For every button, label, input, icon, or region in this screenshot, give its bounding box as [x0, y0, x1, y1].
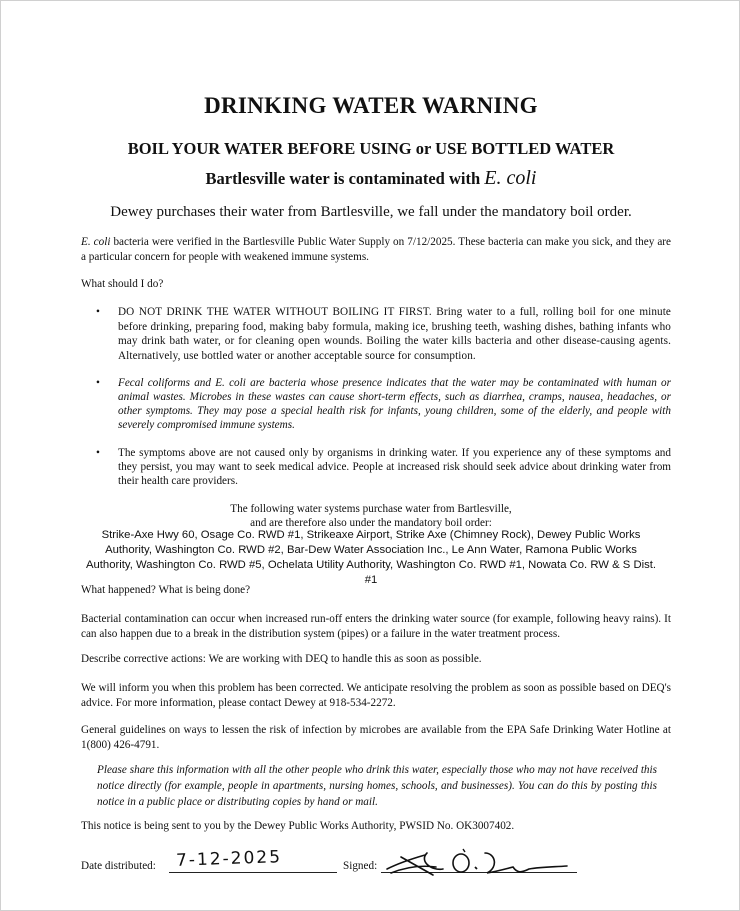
intro-paragraph: [81, 235, 671, 265]
notice-sender-line: This notice is being sent to you by the Dewey Public Works Authority, PWSID No. OK3007402.: [81, 820, 515, 832]
signed-label: Signed:: [343, 860, 378, 872]
what-should-heading: What should I do?: [81, 278, 164, 290]
date-underline: [169, 872, 337, 873]
guidelines-paragraph: General guidelines on ways to lessen the risk of infection by microbes are available from the EPA Safe Drinking Water Hotline at 1(800) 426-4791.: [81, 724, 671, 751]
contamination-organism: E. coli: [484, 167, 537, 189]
following-systems-line1: The following water systems purchase water from Bartlesville,: [230, 503, 512, 515]
page-title: DRINKING WATER WARNING: [204, 93, 538, 118]
share-paragraph: Please share this information with all the other people who drink this water, especially those who may not have received this notice directly (for example, people in apartments, nursing homes, schools, and businesses). You can do this by posting this notice in a public place or distributing copies by hand or mail.: [97, 764, 657, 808]
bullet-icon: •: [96, 447, 100, 459]
purchase-statement: Dewey purchases their water from Bartlesville, we fall under the mandatory boil order.: [110, 204, 632, 220]
bacterial-cause-paragraph: Bacterial contamination can occur when increased run-off enters the drinking water source (for example, following heavy rains). It can also happen due to a break in the distribution system (pipes) or a failure in the water treatment process.: [81, 613, 671, 640]
bullet-icon: •: [96, 377, 100, 389]
affected-systems-list: Strike-Axe Hwy 60, Osage Co. RWD #1, Strikeaxe Airport, Strike Axe (Chimney Rock), Dewey Public Works Authority, Washington Co. RWD #2, Bar-Dew Water Association Inc., Le Ann Water, Ramona Public Works Authority, Washington Co. RWD #5, Ochelata Utility Authority, Washington Co. RWD #1, Nowata Co. RW & S Dist. #1: [85, 529, 657, 586]
list-item-text: Fecal coliforms and E. coli are bacteria whose presence indicates that the water may be contaminated with human or animal wastes. Microbes in these wastes can cause short-term effects, such as diarrhea, cramps, nausea, headaches, or other symptoms. They may pose a special health risk for infants, young children, some of the elderly, and people with severely compromised immune systems.: [118, 377, 671, 431]
what-happened-heading: What happened? What is being done?: [81, 584, 251, 596]
inform-paragraph: We will inform you when this problem has been corrected. We anticipate resolving the problem as soon as possible based on DEQ's advice. For more information, please contact Dewey at 918-534-2272.: [81, 682, 671, 709]
boil-instruction-heading: BOIL YOUR WATER BEFORE USING or USE BOTTLED WATER: [127, 139, 615, 158]
date-label: Date distributed:: [81, 860, 156, 872]
list-item-text: The symptoms above are not caused only by organisms in drinking water. If you experience any of these symptoms and they persist, you may want to seek medical advice. People at increased risk should seek advice about drinking water from their health care providers.: [118, 447, 671, 487]
handwritten-signature: [381, 845, 581, 881]
corrective-actions: Describe corrective actions: We are working with DEQ to handle this as soon as possible.: [81, 653, 482, 665]
intro-organism: E. coli: [81, 236, 111, 248]
handwritten-date: 7-12-2025: [175, 847, 283, 871]
contamination-heading: [1, 167, 740, 190]
contamination-heading-text: Bartlesville water is contaminated with: [205, 169, 481, 188]
following-systems-line2: and are therefore also under the mandatory boil order:: [250, 517, 492, 529]
bullet-icon: •: [96, 306, 100, 318]
intro-text: bacteria were verified in the Bartlesville Public Water Supply on 7/12/2025. These bacteria can make you sick, and they are a particular concern for people with weakened immune systems.: [81, 236, 671, 263]
signature-footer: [81, 847, 671, 891]
list-item-text: DO NOT DRINK THE WATER WITHOUT BOILING IT FIRST. Bring water to a full, rolling boil for one minute before drinking, preparing food, making baby formula, making ice, brushing teeth, washing dishes, bathing infants who may drink bath water, or for cleaning open wounds. Boiling the water kills bacteria and other disease-causing agents. Alternatively, use bottled water or another acceptable source for consumption.: [118, 306, 671, 362]
